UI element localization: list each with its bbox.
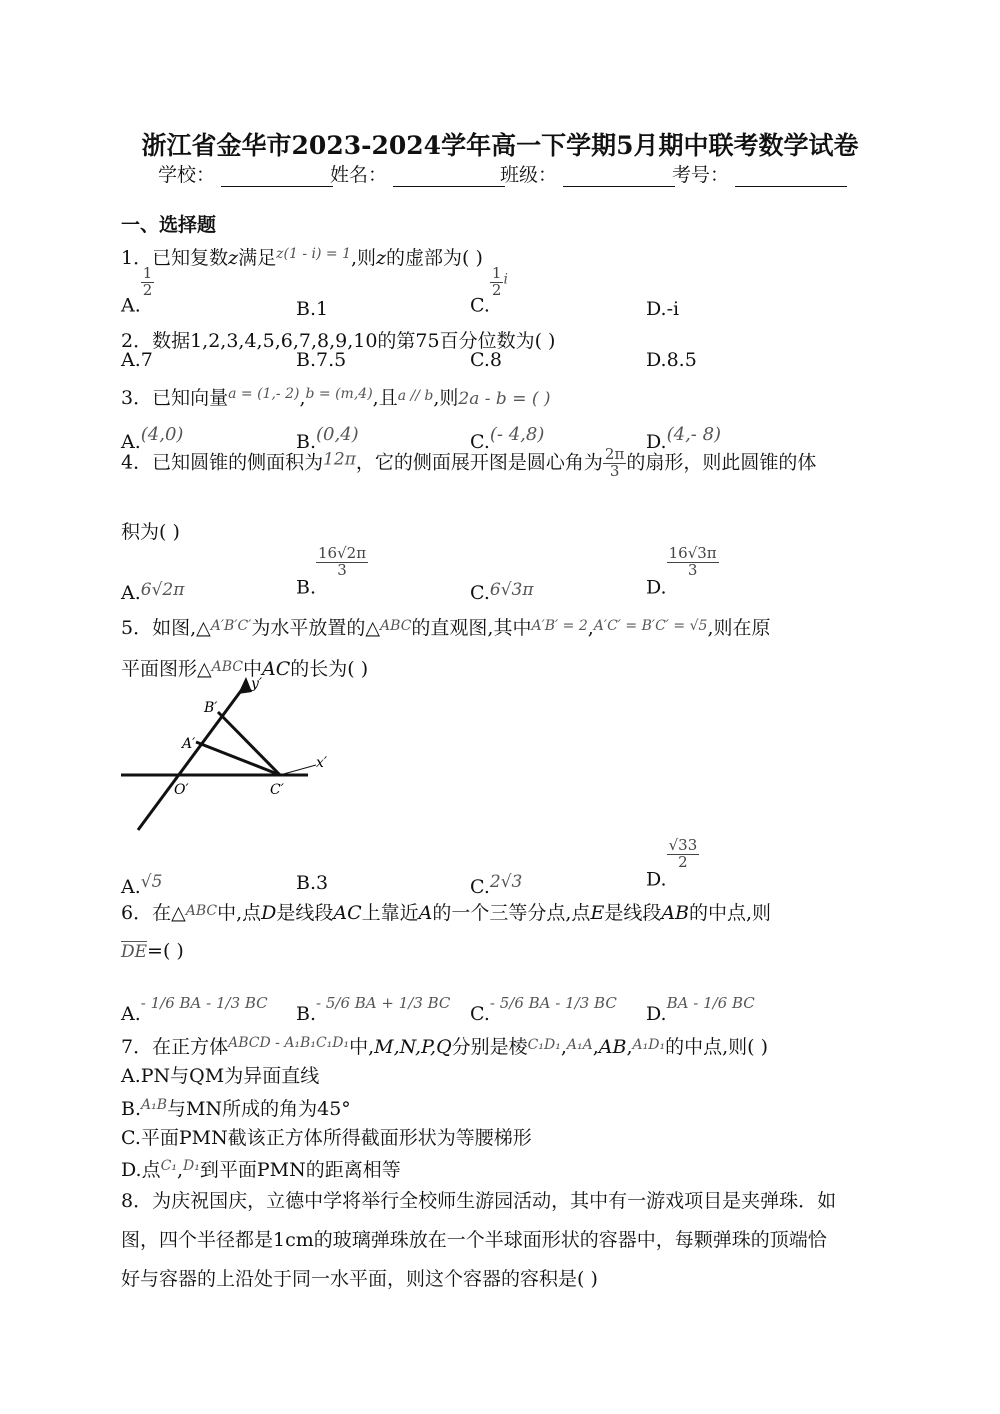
q5-option-a[interactable]: A.√5 (121, 872, 163, 898)
question-1-stem: 1．已知复数z满足$^{z(1 - i) = 1}$,则z的虚部为( ) (121, 246, 483, 269)
question-2-stem: 2．数据1,2,3,4,5,6,7,8,9,10的第75百分位数为( ) (121, 330, 556, 352)
class-blank[interactable] (563, 170, 675, 187)
q6-option-d[interactable]: D.$^{BA - 1/6 BC}$ (646, 994, 755, 1025)
q5-option-d[interactable]: D. $\frac{√33}{2}$ (646, 836, 698, 891)
q1-equation: z(1 - i) = 1 (276, 246, 351, 262)
school-field[interactable] (158, 160, 333, 187)
y-axis-line (138, 684, 246, 830)
label-y-axis: y′ (251, 676, 263, 692)
exam-number-label: 考号： (672, 164, 730, 186)
label-o: O′ (174, 782, 189, 798)
q2-option-a[interactable]: A.7 (121, 349, 153, 371)
exam-number-field[interactable] (672, 160, 847, 187)
q4-option-c[interactable]: C.6√3π (470, 580, 534, 604)
question-6-stem-cont: $\overline{DE}=$( ) (121, 940, 184, 962)
q1-option-b[interactable]: B.1 (296, 298, 329, 320)
q6-option-a[interactable]: A.$^{- 1/6 BA - 1/3 BC}$ (121, 994, 268, 1025)
triangle-diagram (118, 672, 338, 837)
question-5-stem-cont: 平面图形△$^{ABC}$中AC的长为( ) (121, 658, 369, 680)
school-label: 学校： (158, 164, 216, 186)
q3-option-d[interactable]: D.(4,- 8) (646, 424, 722, 453)
label-a: A′ (182, 736, 196, 752)
y-axis-arrow (238, 677, 252, 694)
q6-option-b[interactable]: B.$^{- 5/6 BA + 1/3 BC}$ (296, 994, 451, 1025)
q4-option-b[interactable]: B. $\frac{16√2\pi}{3}$ (296, 544, 367, 599)
q4-option-a[interactable]: A.6√2π (121, 580, 185, 604)
q7-option-d[interactable]: D.点$^{C_1}$,$^{D_1}$到平面PMN的距离相等 (121, 1158, 401, 1181)
label-x-axis: x′ (316, 755, 328, 771)
edge-a-c (196, 742, 280, 775)
q7-option-b[interactable]: B.$^{A_1B}$与MN所成的角为45° (121, 1097, 351, 1120)
question-8-line-1: 8．为庆祝国庆，立德中学将举行全校师生游园活动，其中有一游戏项目是夹弹珠．如 (121, 1190, 837, 1212)
q6-option-c[interactable]: C.$^{- 5/6 BA - 1/3 BC}$ (470, 994, 617, 1025)
q7-option-c[interactable]: C.平面PMN截该正方体所得截面形状为等腰梯形 (121, 1127, 532, 1149)
q2-option-c[interactable]: C.8 (470, 349, 502, 371)
q3-option-b[interactable]: B.(0,4) (296, 424, 359, 453)
class-field[interactable] (500, 160, 675, 187)
question-6-stem: 6．在△$^{ABC}$中,点D是线段AC上靠近A的一个三等分点,点E是线段AB的中点,则 (121, 902, 772, 924)
name-blank[interactable] (393, 170, 505, 187)
q1-option-c[interactable]: C. $\frac{1}{2}$ $^i$ (470, 264, 508, 317)
class-label: 班级： (500, 164, 558, 186)
q5-option-b[interactable]: B.3 (296, 872, 329, 894)
q3-option-a[interactable]: A.(4,0) (121, 424, 184, 453)
label-b: B′ (204, 700, 218, 716)
q7-option-a[interactable]: A.PN与QM为异面直线 (121, 1065, 320, 1087)
exam-number-blank[interactable] (735, 170, 847, 187)
name-label: 姓名： (330, 164, 388, 186)
q5-option-c[interactable]: C.2√3 (470, 872, 523, 898)
question-7-stem: 7．在正方体$^{ABCD - A_1B_1C_1D_1}$中,M,N,P,Q分别是棱$^{C_1D_1}$,$^{A_1A}$,AB,$^{A_1D_1}$的中点,则( ) (121, 1035, 768, 1058)
q3-option-c[interactable]: C.(- 4,8) (470, 424, 545, 453)
question-4-stem: 4．已知圆锥的侧面积为12π，它的侧面展开图是圆心角为 $\frac{2\pi}{3}$ 的扇形，则此圆锥的体 (121, 445, 817, 480)
name-field[interactable] (330, 160, 505, 187)
question-4-stem-cont: 积为( ) (121, 521, 180, 543)
question-8-line-2: 图，四个半径都是1cm的玻璃弹珠放在一个半球面形状的容器中，每颗弹珠的顶端恰 (121, 1229, 827, 1251)
q2-option-b[interactable]: B.7.5 (296, 349, 347, 371)
q1-option-d[interactable]: D.-i (646, 298, 680, 320)
school-blank[interactable] (221, 170, 333, 187)
question-5-stem: 5．如图,△$^{A'B'C'}$为水平放置的△$^{ABC}$的直观图,其中$^{A'B' = 2}$,$^{A'C' = B'C' = √5}$,则在原 (121, 617, 771, 639)
q4-option-d[interactable]: D. $\frac{16√3\pi}{3}$ (646, 544, 717, 599)
q1-option-a[interactable]: A. $\frac{1}{2}$ (121, 264, 153, 317)
label-c: C′ (270, 782, 284, 798)
edge-b-c (218, 712, 280, 775)
section-heading: 一、选择题 (121, 214, 217, 236)
question-8-line-3: 好与容器的上沿处于同一水平面，则这个容器的容积是( ) (121, 1268, 598, 1290)
page-title: 浙江省金华市2023-2024学年高一下学期5月期中联考数学试卷 (141, 131, 859, 160)
question-3-stem: 3．已知向量$^{a = (1,- 2)}$,$^{b = (m,4)}$,且$^{a // b}$,则2a - b = ( ) (121, 386, 551, 409)
q2-option-d[interactable]: D.8.5 (646, 349, 697, 371)
